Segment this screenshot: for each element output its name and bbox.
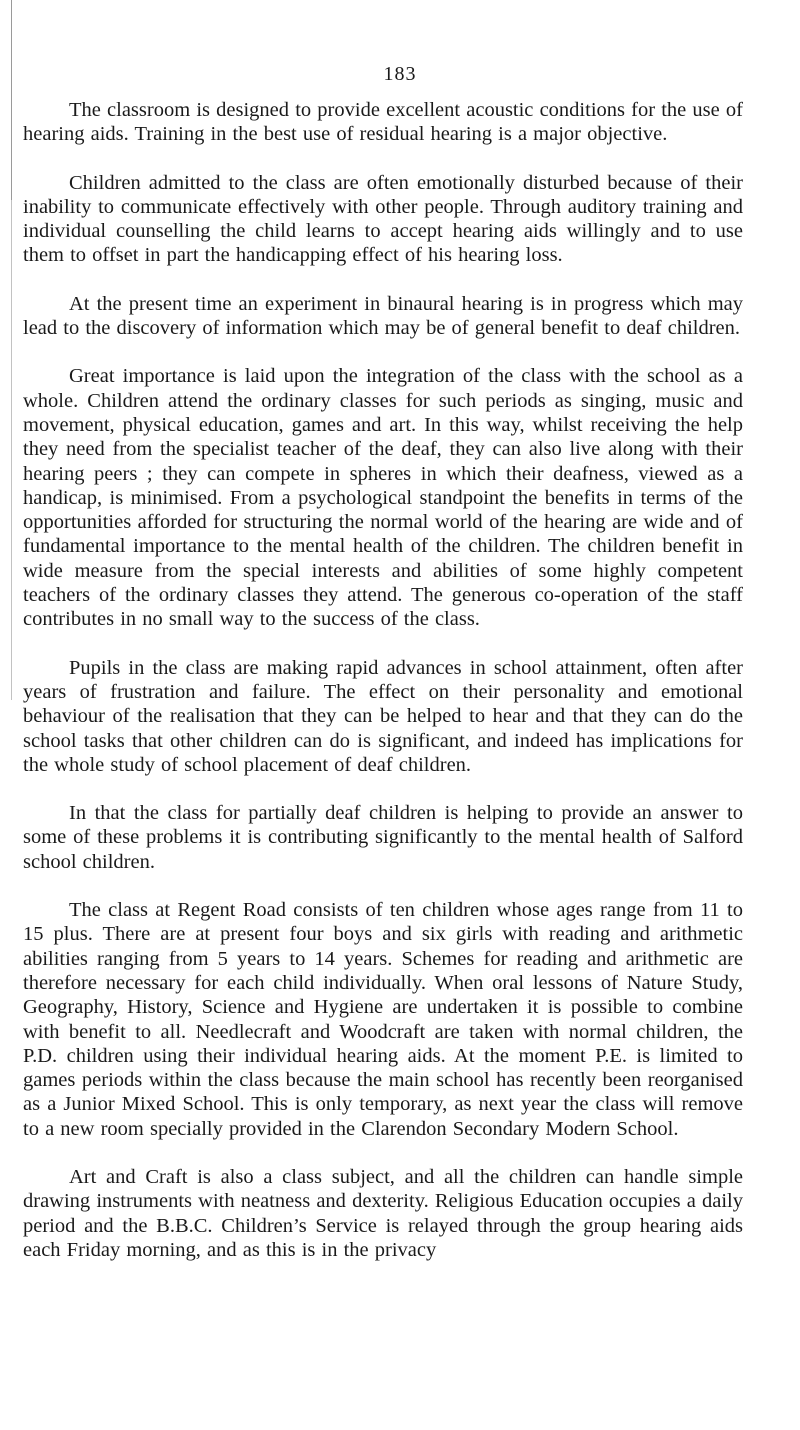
paragraph-mental-health: In that the class for partially deaf children is helping to provide an answer to some of these problems it is contributing significantly to the mental health of Salford school children.	[23, 802, 743, 873]
paragraph-acoustics: The classroom is designed to provide excellent acoustic conditions for the use of hearing aids. Training in the best use of residual hearing is a major objective.	[23, 99, 743, 146]
paragraph-regent-road-class: The class at Regent Road consists of ten children whose ages range from 11 to 15 plus. There are at present four boys and six girls with reading and arithmetic abilities ranging from 5 years to 14 years. Schemes for reading and arithmetic are therefore necessary for each child individually. When oral lessons of Nature Study, Geography, History, Science and Hygiene are undertaken it is possible to combine with benefit to all. Needlecraft and Woodcraft are taken with normal children, the P.D. children using their individual hearing aids. At the moment P.E. is limited to games periods within the class because the main school has recently been reorganised as a Junior Mixed School. This is only temporary, as next year the class will remove to a new room specially provided in the Clarendon Secondary Modern School.	[23, 899, 743, 1140]
binding-edge-line	[11, 200, 12, 700]
paragraph-pupil-progress: Pupils in the class are making rapid advances in school attainment, often after years of frustration and failure. The effect on their personality and emotional behaviour of the realisation that they can be helped to hear and that they can do the school tasks that other children can do is significant, and indeed has implications for the whole study of school placement of deaf children.	[23, 656, 743, 776]
binding-edge-line	[11, 0, 12, 200]
body-text	[23, 98, 743, 1286]
page-number: 183	[383, 63, 417, 85]
paragraph-art-and-craft: Art and Craft is also a class subject, and all the children can handle simple drawing instruments with neatness and dexterity. Religious Education occupies a daily period and the B.B.C. Children’s Service is relayed through the group hearing aids each Friday morning, and as this is in the privacy	[23, 1165, 743, 1261]
paragraph-integration: Great importance is laid upon the integration of the class with the school as a whole. Children attend the ordinary classes for such periods as singing, music and movement, physical education, games and art. In this way, whilst receiving the help they need from the specialist teacher of the deaf, they can also live along with their hearing peers ; they can compete in spheres in which their deafness, viewed as a handicap, is minimised. From a psychological standpoint the benefits in terms of the opportunities afforded for structuring the normal world of the hearing are wide and of fundamental importance to the mental health of the children. The children benefit in wide measure from the special interests and abilities of some highly competent teachers of the ordinary classes they attend. The generous co-operation of the staff contributes in no small way to the success of the class.	[23, 365, 743, 631]
paragraph-emotional-disturbance: Children admitted to the class are often emotionally disturbed because of their inability to communicate effectively with other people. Through auditory training and individual counselling the child learns to accept hearing aids willingly and to use them to offset in part the handicapping effect of his hearing loss.	[23, 171, 743, 267]
paragraph-binaural-experiment: At the present time an experiment in binaural hearing is in progress which may lead to the discovery of information which may be of general benefit to deaf children.	[23, 292, 743, 340]
